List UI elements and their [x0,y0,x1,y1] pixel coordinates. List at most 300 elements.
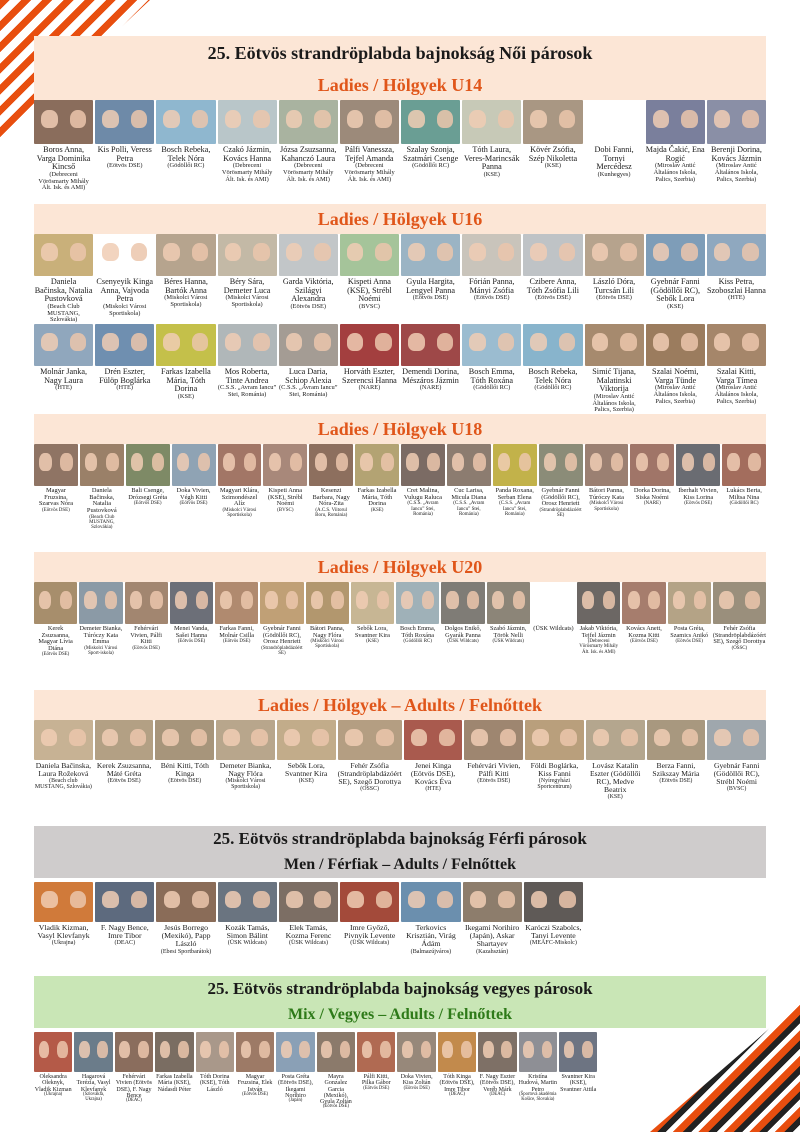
club-name: (HTE) [55,384,72,392]
team-photo [351,582,394,624]
player-names: Doka Vivien, Kiss Zoltán [400,1074,433,1087]
club-name: (Eötvös DSE) [222,639,251,645]
player-names: Menei Vanda, Sašei Hanna [173,625,209,639]
team-caption [447,486,491,552]
team-caption [279,144,338,204]
team-card [585,234,644,324]
team-caption [196,1072,234,1128]
team-caption [34,760,93,826]
team-photo [218,324,277,366]
club-name: (Eötvös DSE) [630,639,658,645]
women-pairs-header: 25. Eötvös strandröplabda bajnokság Női párosok [34,36,766,70]
team-card [95,720,154,826]
player-names: Bosch Rebeka, Telek Nóra [528,367,578,385]
team-photo [95,720,154,760]
team-caption [340,144,399,204]
team-caption [215,624,258,690]
player-names: Horváth Eszter, Szerencsi Hanna [342,367,397,385]
team-caption [125,624,168,690]
club-name: (MEAFC-Miskolc) [529,940,577,947]
team-photo [34,234,93,276]
club-name: (BVSC) [277,508,294,514]
team-photo [707,234,766,276]
player-names: Földi Boglárka, Kiss Fanni [530,761,579,778]
men-grid [34,882,583,976]
club-name: (ÜSK Wildcats) [227,940,267,947]
player-names: (ÜSK Wildcats) [533,625,574,632]
team-caption [462,144,521,204]
team-card [34,882,93,976]
club-name: (ÜSK Wildcats) [447,639,479,645]
club-name: (Beach Club MUSTANG, Szlovákia) [89,514,115,531]
player-names: Demeter Bianka, Túróczy Kata Emma [79,625,123,646]
team-caption [170,624,213,690]
team-card [585,324,644,414]
club-name: (Miroslav Antić Általános Iskola, Palics, Szerbia) [653,384,697,405]
club-name: (Strandröplabdázóért SE) [539,508,582,519]
team-photo [523,100,582,144]
team-photo [487,582,530,624]
team-card [523,324,582,414]
team-caption [156,144,215,204]
player-names: Tóth Dorina (KSE), Tóth László [199,1074,230,1093]
player-names: Simić Tijana, Malatinski Viktorija [592,367,636,394]
club-name: (Eötvös DSE) [477,777,511,784]
team-photo [34,444,78,486]
player-names: Szalai Noémi, Varga Tünde [652,367,699,385]
club-name: (Eötvös DSE) [535,294,571,302]
team-photo [218,234,277,276]
team-photo [676,444,720,486]
team-card [401,882,460,976]
team-photo [523,324,582,366]
team-caption [34,366,93,414]
team-card [355,444,399,552]
team-caption [401,276,460,324]
team-caption [279,366,338,414]
team-card [524,882,583,976]
team-card [713,582,766,690]
player-names: Hagarová Terézia, Vasyl Klevfanyk [76,1074,111,1093]
player-names: Demendi Dorina, Mészáros Jázmin [402,367,459,385]
team-caption [524,922,583,976]
team-photo [279,324,338,366]
team-caption [707,276,766,324]
team-card [532,582,575,690]
player-names: Ikegami Norihiro (Japán), Askar Shartayev [464,923,520,949]
team-card [351,582,394,690]
team-photo [524,882,583,922]
club-name: (NARE) [643,501,661,507]
team-caption [172,486,216,552]
club-name: (Miskolci Városi Sportiskola) [103,302,147,317]
team-caption [585,486,629,552]
team-card [630,444,674,552]
player-names: Berenji Dorina, Kovács Jázmin [710,145,762,163]
team-caption [156,276,215,324]
team-photo [462,234,521,276]
team-card [126,444,170,552]
player-names: Kispeti Anna (KSE), Strébl Noémi [347,277,392,304]
team-card [218,444,262,552]
player-names: Bali Csenge, Drózsegi Gréta [128,487,168,501]
team-photo [279,100,338,144]
player-names: Magyari Klára, Szimondészel Alíz [219,487,259,508]
team-photo [306,582,349,624]
team-photo [215,582,258,624]
club-name: (Eötvös DSE) [290,302,327,310]
player-names: Fórián Panna, Mányi Zsófia [469,277,515,295]
u20-grid [34,582,766,690]
club-name: (DEAC) [449,1091,465,1097]
team-photo [79,582,122,624]
club-name: (Eötvös DSE) [684,501,713,507]
team-card [404,720,463,826]
team-card [34,100,93,204]
team-caption [155,760,214,826]
team-caption [438,1072,476,1128]
u18-grid [34,444,766,552]
team-caption [115,1072,153,1128]
team-card [478,1032,516,1128]
team-card [279,882,338,976]
team-card [462,324,521,414]
player-names: Bátori Panna, Nagy Flóra [310,625,345,639]
club-name: (Gödöllői RC) [729,501,759,507]
team-photo [539,444,583,486]
club-name: (Kunhegyes) [597,170,631,178]
team-card [156,882,215,976]
team-card [172,444,216,552]
men-pairs-header: 25. Eötvös strandröplabda bajnokság Férfi párosok [34,826,766,852]
player-names: Tóth Laura, Veres-Marincsák Panna [464,145,520,172]
adults-title: Ladies / Hölgyek – Adults / Felnőttek [34,690,766,720]
team-photo [218,882,277,922]
club-name: (Eötvös DSE) [179,501,208,507]
club-name: (Ukrajna) [44,1091,63,1097]
player-names: Szalay Szonja, Szatmári Csenge [402,145,459,163]
team-photo [155,1032,193,1072]
player-names: Fehérvári Vivien, Pálfi Kitti [467,761,521,778]
team-card [676,444,720,552]
player-names: Czakó Jázmin, Kovács Hanna [222,145,272,163]
club-name: (Eötvös DSE) [412,294,449,302]
team-photo [263,444,307,486]
team-caption [355,486,399,552]
club-name: (Japán) [288,1098,303,1104]
team-caption [34,276,93,324]
club-name: (KSE) [483,170,500,178]
team-caption [340,366,399,414]
team-card [218,882,277,976]
team-photo [156,234,215,276]
team-photo [585,324,644,366]
player-names: Bosch Emma, Tóth Roxána [468,367,515,385]
team-caption [676,486,720,552]
club-name: (Eötvös DSE) [106,162,143,170]
player-names: Panda Roxana, Serban Elena [495,487,534,501]
team-photo [519,1032,557,1072]
club-name: (Ukrajna) [51,940,76,947]
player-names: Bosch Emma, Tóth Roxána [400,625,436,639]
club-name: (Gödöllői RC) [412,162,450,170]
player-names: Jakab Viktória, Tejfel Jázmin [579,625,618,639]
team-caption [95,366,154,414]
team-caption [586,760,645,826]
club-name: (Eötvös DSE) [322,1104,349,1110]
club-name: (Nyíregyházi Sportcentrum) [537,777,572,791]
team-photo [668,582,711,624]
team-photo [156,882,215,922]
team-card [462,234,521,324]
player-names: Gyebnár Fanni (Gödöllői RC), Orosz Henriett [541,487,580,508]
team-card [519,1032,557,1128]
club-name: (HTE) [425,785,441,792]
u14-title: Ladies / Hölgyek U14 [34,70,766,100]
player-names: Mos Roberta, Tinte Andrea [224,367,270,385]
player-names: Fehér Zsófia (Strandröplabdázóért SE), Szegő Dorottya [712,625,766,646]
team-card [707,234,766,324]
mix-pairs-header: 25. Eötvös strandröplabda bajnokság vegyes párosok [34,976,766,1002]
club-name: (Miskolci Városi Sportiskola) [225,777,266,791]
team-photo [646,100,705,144]
team-caption [216,760,275,826]
club-name: (Eötvös DSE) [403,1085,430,1091]
team-card [559,1032,597,1128]
player-names: Kövér Zsófia, Szép Nikoletta [528,145,578,163]
team-photo [276,1032,314,1072]
team-photo [95,100,154,144]
club-name: (Debreceni Vörösmarty Mihály Ált. Isk. és AMI) [579,639,619,655]
team-card [707,720,766,826]
team-caption [646,144,705,204]
club-name: (Gödöllői RC) [534,384,572,392]
player-names: Gyula Hargita, Lengyel Panna [406,277,456,295]
club-name: (Eötvös DSE) [675,639,703,645]
team-photo [309,444,353,486]
player-names: Demeter Bianka, Nagy Flóra [219,761,272,778]
team-photo [277,720,336,760]
player-names: Cret Malina, Vulugu Raluca [403,487,442,501]
player-names: László Dóra, Turcsán Lili [592,277,636,295]
player-names: Kerek Zsuzsanna, Magyar Lívia Diána [38,625,73,652]
team-card [401,234,460,324]
team-photo [401,882,460,922]
team-card [396,582,439,690]
player-names: Kovács Anett, Kozma Kitti [626,625,662,639]
team-caption [630,486,674,552]
club-name: (Gödöllői RC) [403,639,432,645]
team-card [196,1032,234,1128]
team-caption [279,276,338,324]
club-name: (Szlovákia, Ukrajna) [83,1091,105,1102]
team-caption [95,276,154,324]
team-caption [707,144,766,204]
player-names: Jenei Kinga (Eötvös DSE), Kovács Éva [410,761,456,786]
team-card [95,882,154,976]
club-name: (Debreceni Vörösmarty Mihály Ált. Isk. és AMI) [38,170,89,192]
player-names: F. Nagy Eszter (Eötvös DSE), Veréb Márk [479,1074,516,1093]
team-card [487,582,530,690]
team-caption [351,624,394,690]
team-card [156,100,215,204]
team-card [438,1032,476,1128]
player-names: Berza Fanni, Szikszay Mária [652,761,700,778]
team-card [276,1032,314,1128]
team-card [539,444,583,552]
team-card [34,324,93,414]
player-names: Terkovics Krisztián, Virág Ádám [406,923,456,949]
team-card [306,582,349,690]
club-name: (Gödöllői RC) [167,162,205,170]
team-caption [277,760,336,826]
team-card [441,582,484,690]
club-name: (Beach club MUSTANG, Szlovákia) [34,777,92,791]
team-caption [523,366,582,414]
team-photo [279,882,338,922]
team-photo [260,582,303,624]
club-name: (Miroslav Antić Általános Iskola, Palics, Szerbia) [653,162,697,183]
player-names: Gyebnár Fanni (Gödöllői RC), Sebők Lora [650,277,701,304]
club-name: (BVSC) [726,785,747,792]
team-caption [263,486,307,552]
player-names: Fehérvári Vivien, Pálfi Kitti [130,625,163,646]
club-name: (ÜSK Wildcats) [350,940,390,947]
player-names: Farkas Izabella Mária, Tóth Dorina [357,487,397,508]
team-caption [34,1072,72,1128]
player-names: Imre Győző, Pivnyik Levente [344,923,396,941]
club-name: (BVSC) [358,302,380,310]
team-caption [34,144,93,204]
team-card [577,582,620,690]
team-card [447,444,491,552]
player-names: Gyebnár Fanni (Gödöllői RC), Strébl Noémi [713,761,760,786]
team-photo [340,100,399,144]
team-card [74,1032,112,1128]
player-names: Tóth Kinga (Eötvös DSE), Imre Tibor [439,1074,475,1093]
team-caption [156,922,215,976]
team-photo [95,234,154,276]
men-title: Men / Férfiak – Adults / Felnőttek [34,852,766,878]
player-names: Molnár Janka, Nagy Laura [40,367,87,385]
team-photo [170,582,213,624]
team-card [34,444,78,552]
club-name: (Miskolci Városi Sportiskola) [589,501,624,512]
player-names: Boros Anna, Varga Dominika Kincső [36,145,91,172]
club-name: (OSSC) [731,645,748,651]
team-photo [478,1032,516,1072]
player-names: Fehér Zsófia (Strandröplabdázóért SE), Szegő Dorottya [337,761,402,786]
team-caption [585,144,644,204]
club-name: (Kazahsztán) [476,948,509,955]
team-caption [525,760,584,826]
team-card [215,582,258,690]
team-card [401,100,460,204]
team-photo [585,444,629,486]
player-names: Farkas Izabella Mária, Tóth Dorina [161,367,211,394]
club-name: (Športová akadémia Košice, Slovakia) [519,1091,557,1102]
player-names: Iberhalt Vivien, Kiss Lorina [678,487,719,501]
team-photo [401,444,445,486]
team-caption [401,486,445,552]
club-name: (Eötvös DSE) [41,652,70,658]
team-card [155,720,214,826]
team-photo [585,100,644,144]
team-caption [559,1072,597,1128]
club-name: (DEAC) [114,940,136,947]
team-card [277,720,336,826]
team-caption [523,144,582,204]
player-names: Lukács Berta, Miltsa Nina [726,487,762,501]
team-photo [438,1032,476,1072]
club-name: (KSE) [370,508,384,514]
club-name: (Eötvös DSE) [242,1091,269,1097]
team-card [263,444,307,552]
team-caption [585,366,644,414]
team-photo [80,444,124,486]
club-name: (DEAC) [126,1098,142,1104]
team-photo [463,882,522,922]
team-caption [260,624,303,690]
club-name: (Debreceni Vörösmarty Mihály Ált. Isk. és AMI) [221,162,273,183]
team-photo [355,444,399,486]
team-caption [397,1072,435,1128]
club-name: (KSE) [177,392,195,400]
team-photo [95,324,154,366]
player-names: Gyebnár Fanni (Gödöllői RC), Orosz Henriett [262,625,301,646]
club-name: (Eötvös DSE) [107,777,141,784]
team-card [493,444,537,552]
team-card [463,882,522,976]
player-names: Csenyeyik Kinga Anna, Vajvoda Petra [96,277,154,304]
team-photo [155,720,214,760]
club-name: (C.S.S. „Avram Iancu” Stei, Románia) [407,501,439,517]
team-caption [463,922,522,976]
player-names: Garda Viktória, Szilágyi Alexandra [282,277,334,304]
team-caption [155,1072,193,1128]
team-card [125,582,168,690]
club-name: (Miskolci Városi Sport-iskola) [84,645,118,656]
team-photo [396,582,439,624]
player-names: Kiss Petra, Szoboszlai Hanna [706,277,766,295]
team-card [80,444,124,552]
team-photo [357,1032,395,1072]
player-names: Posta Gréta (Eötvös DSE), Ikegami Norihiro [277,1074,313,1099]
team-caption [126,486,170,552]
team-photo [74,1032,112,1072]
club-name: (Miskolci Városi Sportiskola) [225,294,269,308]
team-caption [396,624,439,690]
team-card [155,1032,193,1128]
club-name: (OSSC) [360,785,379,792]
team-card [216,720,275,826]
mix-grid [34,1032,678,1128]
player-names: Mayra Gonzalez Garcia (Mexikó), Gyula Zoltán [319,1074,352,1106]
team-card [279,234,338,324]
team-card [236,1032,274,1128]
team-photo [532,582,575,624]
team-caption [156,366,215,414]
team-caption [309,486,353,552]
team-card [317,1032,355,1128]
team-photo [401,234,460,276]
team-photo [622,582,665,624]
club-name: (C.S.S. „Avram Iancu” Stei, Románia) [217,384,277,398]
results-poster [34,36,766,1128]
team-photo [115,1032,153,1072]
club-name: (Eötvös DSE) [168,777,202,784]
team-card [95,234,154,324]
